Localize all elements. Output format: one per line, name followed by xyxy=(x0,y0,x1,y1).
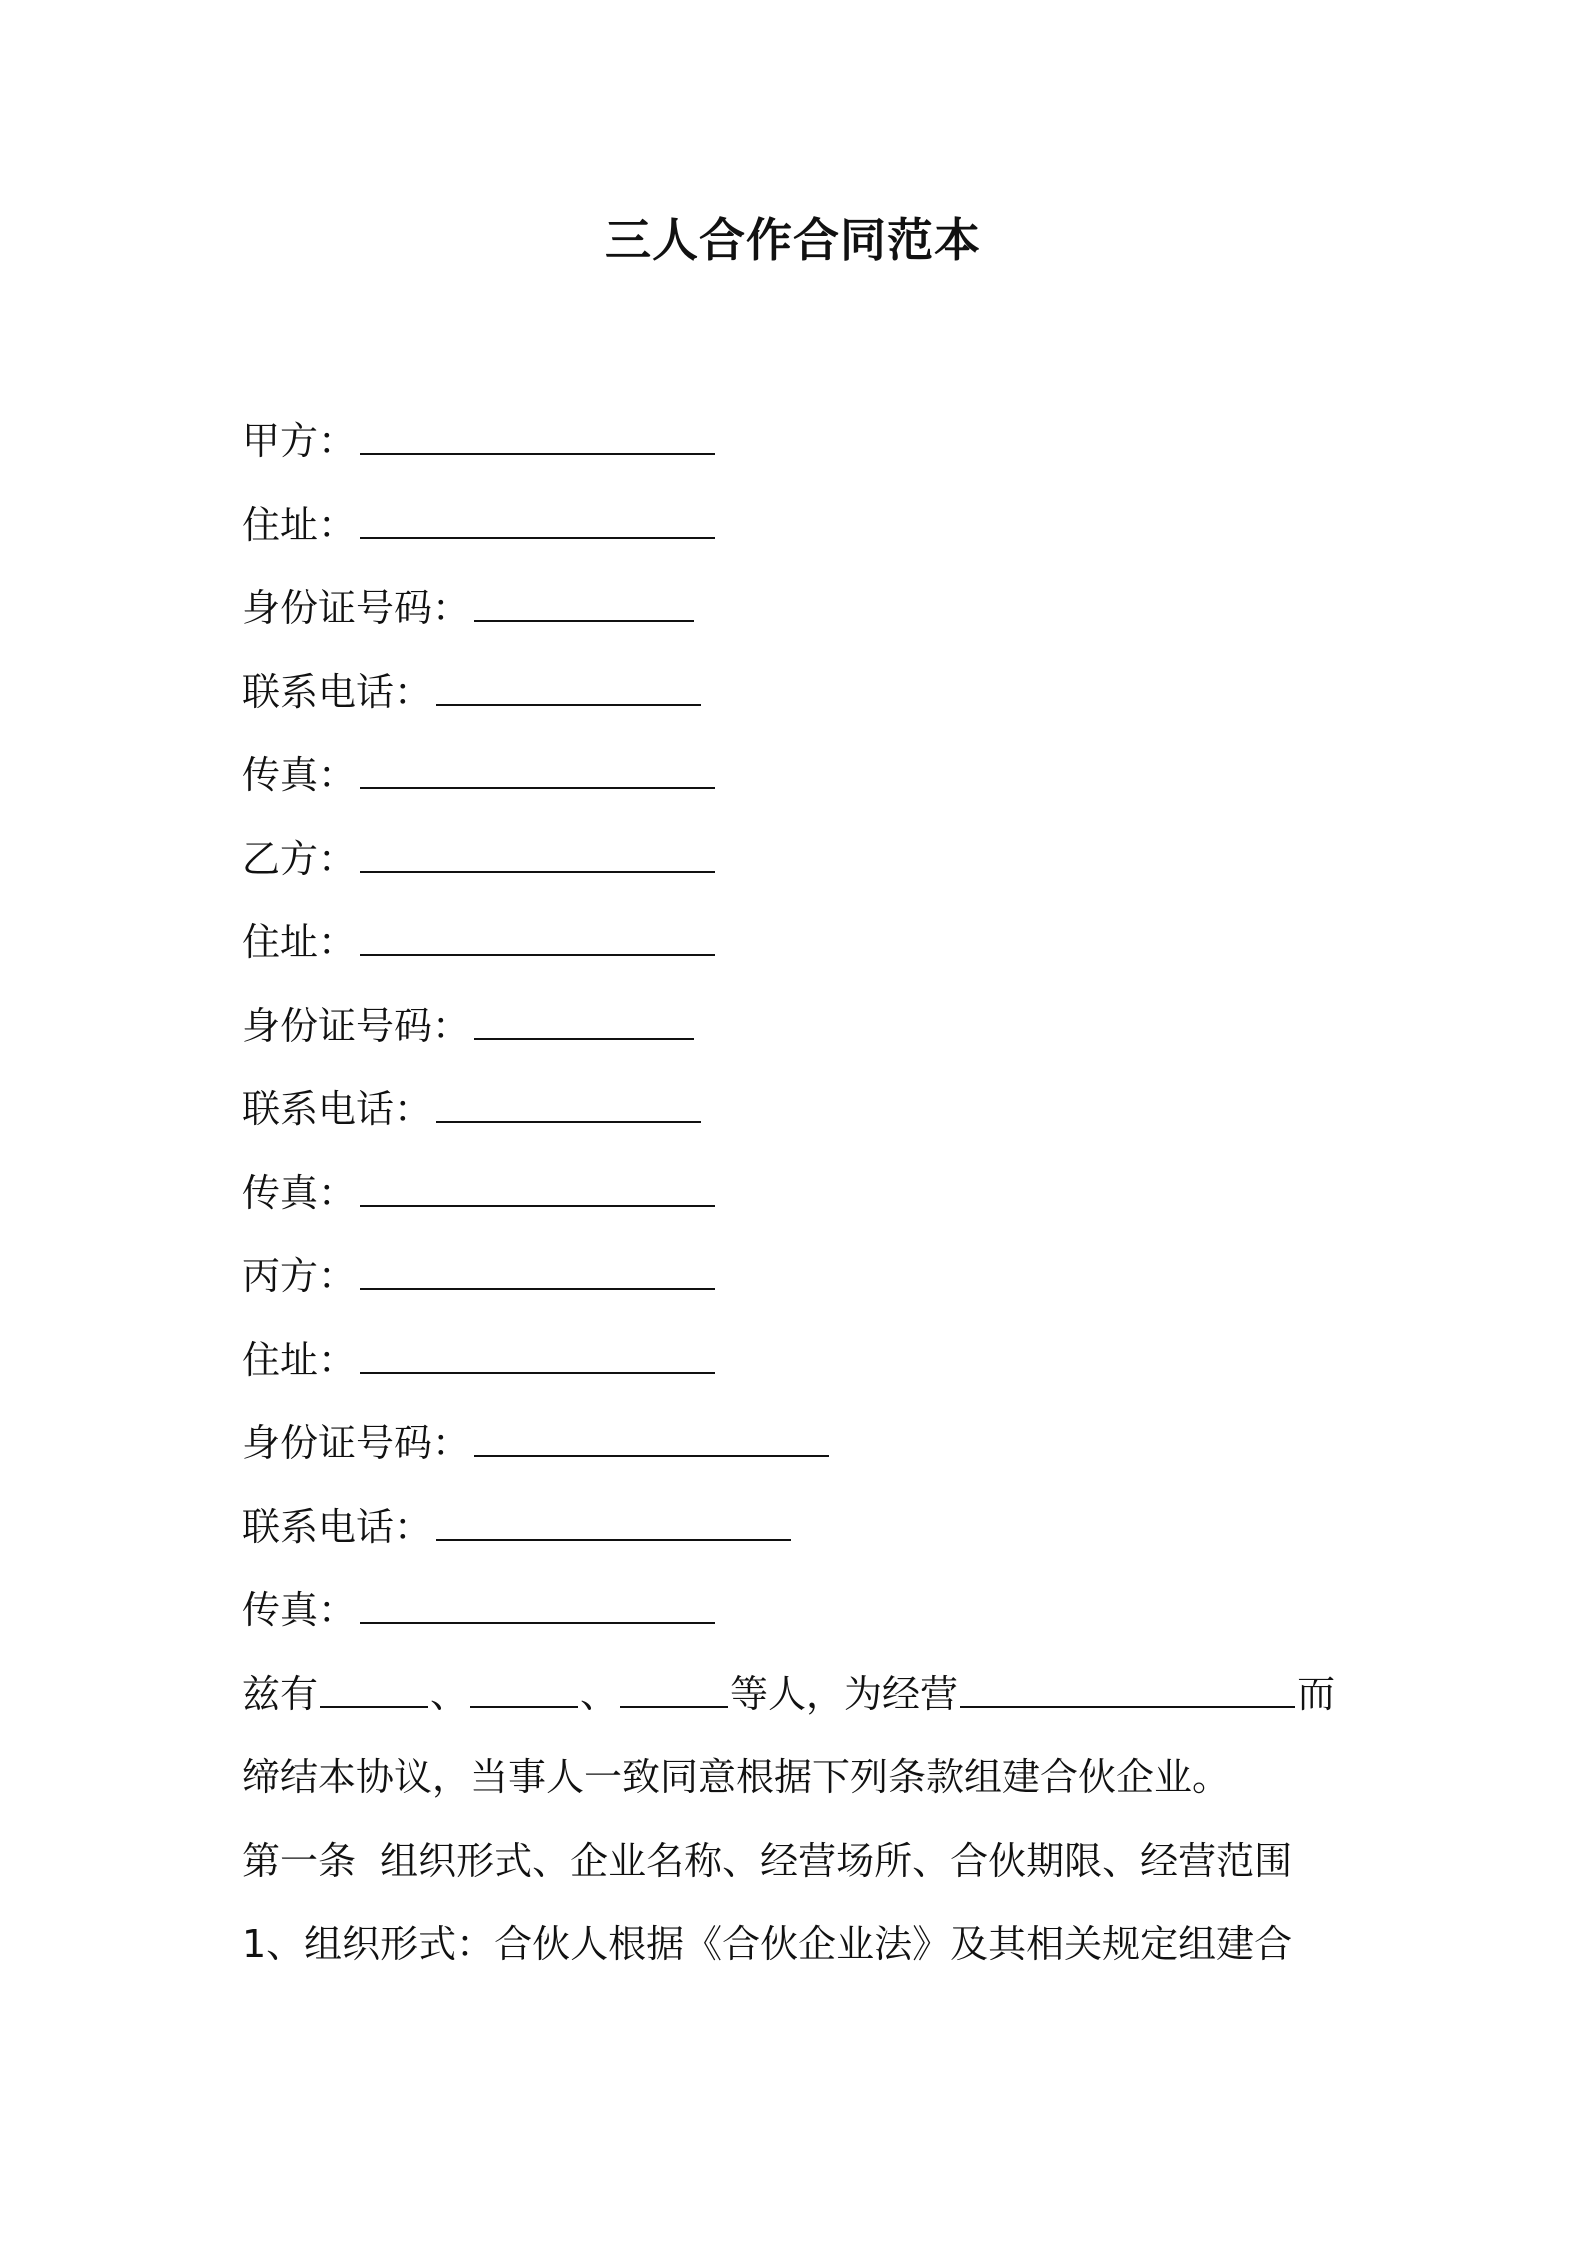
party-c-address-line xyxy=(242,1324,1352,1408)
intro-suffix: 而 xyxy=(1297,1671,1336,1716)
party-b-address-line xyxy=(242,906,1352,990)
party-b-phone-blank[interactable] xyxy=(436,1073,701,1123)
intro-sep-1: 、 xyxy=(430,1671,469,1716)
intro-line-2: 缔结本协议，当事人一致同意根据下列条款组建合伙企业。 xyxy=(242,1755,1231,1799)
party-c-address-blank[interactable] xyxy=(360,1324,715,1374)
intro-mid: 等人，为经营 xyxy=(730,1671,959,1716)
party-a-name-label: 甲方： xyxy=(242,419,357,463)
intro-line-1 xyxy=(242,1658,1352,1742)
intro-prefix: 兹有 xyxy=(242,1671,319,1716)
party-c-phone-blank[interactable] xyxy=(436,1491,791,1541)
party-a-id-line xyxy=(242,572,1352,656)
party-b-address-label: 住址： xyxy=(242,920,357,964)
party-c-name-line xyxy=(242,1240,1352,1324)
party-b-fax-blank[interactable] xyxy=(360,1157,715,1207)
party-a-fax-blank[interactable] xyxy=(360,739,715,789)
party-b-fax-line xyxy=(242,1157,1352,1241)
party-a-address-blank[interactable] xyxy=(360,489,715,539)
party-b-name-line xyxy=(242,823,1352,907)
party-c-name-label: 丙方： xyxy=(242,1254,357,1298)
party-a-id-blank[interactable] xyxy=(474,572,694,622)
partner-2-blank[interactable] xyxy=(470,1658,578,1708)
party-a-name-blank[interactable] xyxy=(360,405,715,455)
partner-3-blank[interactable] xyxy=(620,1658,728,1708)
party-a-fax-line xyxy=(242,739,1352,823)
party-c-phone-label: 联系电话： xyxy=(242,1504,433,1549)
party-b-id-label: 身份证号码： xyxy=(242,1003,471,1048)
article-1-item-1: 1、组织形式：合伙人根据《合伙企业法》及其相关规定组建合 xyxy=(242,1922,1293,1966)
party-c-id-blank[interactable] xyxy=(474,1407,829,1457)
party-a-fax-label: 传真： xyxy=(242,753,357,797)
document-title: 三人合作合同范本 xyxy=(605,213,981,267)
business-scope-blank[interactable] xyxy=(960,1658,1295,1708)
partner-1-blank[interactable] xyxy=(320,1658,428,1708)
party-a-phone-blank[interactable] xyxy=(436,656,701,706)
intro-sep-2: 、 xyxy=(580,1671,619,1716)
party-a-address-line xyxy=(242,489,1352,573)
party-b-fax-label: 传真： xyxy=(242,1170,357,1215)
party-c-fax-label: 传真： xyxy=(242,1588,357,1632)
party-c-fax-blank[interactable] xyxy=(360,1574,715,1624)
document-body xyxy=(242,405,1352,1992)
party-c-address-label: 住址： xyxy=(242,1337,357,1382)
party-b-name-label: 乙方： xyxy=(242,836,357,881)
party-a-phone-label: 联系电话： xyxy=(242,669,433,714)
party-a-address-label: 住址： xyxy=(242,502,357,547)
party-b-id-line xyxy=(242,990,1352,1074)
party-c-phone-line xyxy=(242,1491,1352,1575)
party-b-address-blank[interactable] xyxy=(360,906,715,956)
party-a-id-label: 身份证号码： xyxy=(242,586,471,630)
party-a-phone-line xyxy=(242,656,1352,740)
party-c-id-label: 身份证号码： xyxy=(242,1421,471,1465)
party-b-phone-label: 联系电话： xyxy=(242,1087,433,1131)
party-b-id-blank[interactable] xyxy=(474,990,694,1040)
article-1-heading: 第一条 组织形式、企业名称、经营场所、合伙期限、经营范围 xyxy=(242,1838,1293,1883)
party-b-name-blank[interactable] xyxy=(360,823,715,873)
party-c-fax-line xyxy=(242,1574,1352,1658)
party-b-phone-line xyxy=(242,1073,1352,1157)
party-a-name-line xyxy=(242,405,1352,489)
party-c-name-blank[interactable] xyxy=(360,1240,715,1290)
party-c-id-line xyxy=(242,1407,1352,1491)
